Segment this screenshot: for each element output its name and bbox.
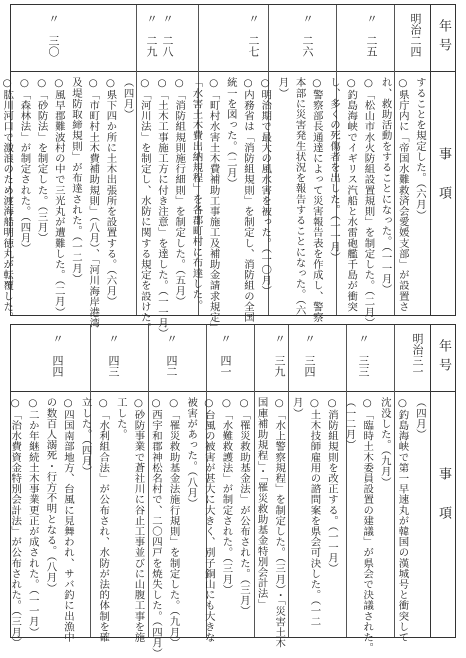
entry-line: ○「治水費資金特別会計法」が公布された。（三月） <box>9 397 22 648</box>
year-cell: 〃 四三 <box>107 333 120 377</box>
chronology-table-top <box>1 4 456 339</box>
entry-line: （四月） <box>414 397 426 440</box>
entry-line: ○「森林法」が制定された。（四月） <box>18 77 31 254</box>
year-cell: 〃 三四 <box>303 333 316 377</box>
entry-line: ○「町村水害土木費補助工事施工及補助金請求規定」 <box>207 77 220 333</box>
entry-line: 沈没した。（九月） <box>378 397 391 488</box>
entry-line: ○西宇和郡神松名村で、二〇四戸を焼失した。（四月） <box>150 397 162 658</box>
entry-line: することを規定した。（六月） <box>414 77 426 221</box>
entry-line: の数百人溺死・行方不明となる。（八月） <box>44 397 57 594</box>
entry-line: し、多くの死傷者を出した。（一一月） <box>328 77 340 263</box>
year-cell: 〃 四四 <box>51 333 64 377</box>
year-label: 年号 <box>436 339 451 377</box>
year-cell: 〃 三三 <box>357 333 370 377</box>
entry-line: ○肱川河口で激浪のため渡海船明徳丸が転覆した。 <box>1 77 14 323</box>
entry-line: ○「土木工事施工方に付き注意」を達した。（一一月） <box>156 77 168 339</box>
year-divider <box>148 325 149 637</box>
entry-line: 及堤防取締規則」が布達された。（一二月） <box>70 77 82 284</box>
entry-line: 工した。 <box>114 397 127 440</box>
entry-line: ○「水難救護法」が制定された。（三月） <box>220 397 233 595</box>
year-cell: 〃 三九 <box>273 333 286 377</box>
entry-line: ○「河川法」を制定し、水防に関する規定を設けた。 <box>138 77 151 333</box>
entry-line: ○風早郡難波村の中で三光丸が遭難した。（二月） <box>52 77 65 318</box>
entry-line: ○県下四か所に土木出張所を設置する。（六月） <box>104 77 117 307</box>
entry-line: （一二月） <box>343 397 356 450</box>
year-divider <box>394 5 395 315</box>
entry-line: ○「市町村土木費補助規則」（八月）、「河川海岸港湾 <box>87 77 100 328</box>
entry-line: ○釣島海峡で第一早速丸が韓国の漢城号と衝突して <box>396 397 409 643</box>
year-divider <box>288 325 289 637</box>
entry-line: ○台風の被害が甚大に大きく、別子銅山にも大きな <box>202 397 215 643</box>
header-column <box>430 325 455 637</box>
content-label: 事項 <box>436 467 451 545</box>
year-header-row <box>11 325 455 392</box>
year-cell: 明治二四 <box>409 13 422 57</box>
entry-line: ○警察部長通達によって災害報告表を作成し、警察 <box>310 77 323 323</box>
entry-line: ○「罹災救助基金法」が公布された。（三月） <box>238 397 250 616</box>
year-cell: 〃 四二 <box>165 333 178 377</box>
entry-line: れ、救助活動をすることになった。（一一月） <box>379 77 392 295</box>
entry-line: 国庫補助規程」・「罹災救助基金特別会計法」 <box>255 397 268 610</box>
header-column <box>430 5 455 315</box>
entry-line: ○消防組規則を改正する。（一一月） <box>326 397 338 574</box>
entry-line: 月） <box>276 77 289 99</box>
content-label: 事項 <box>436 147 451 225</box>
year-cell: 〃 二八 <box>161 13 174 57</box>
year-cell: 〃 四一 <box>219 333 232 377</box>
year-label: 年号 <box>436 19 451 57</box>
entry-line: 立した。（四月） <box>79 397 92 477</box>
entry-line: ○明治期で最大の風水害を被った。（一〇月） <box>259 77 272 296</box>
year-cell: 〃 二七 <box>247 13 260 57</box>
entry-line: ○「罹災救助基金法施行規則」を制定した。（九月） <box>167 397 180 648</box>
entry-line: ○四国南部地方、台風に見舞われ、サバ釣に出漁中 <box>62 397 74 643</box>
entry-line: ○「水上警察規程」を制定した。（三月）・「災害土木 <box>273 397 286 648</box>
year-divider <box>394 325 395 637</box>
entry-line: ○「水利組合法」が公布され、水防が法的体制を確 <box>97 397 110 643</box>
chronology-table-bottom <box>9 324 456 658</box>
entry-line: ○二か年継続土木事業更正が成された。（一一月） <box>26 397 39 638</box>
entry-line: 月） <box>290 397 303 419</box>
entry-line: ○土木技師雇用の諮問案を県会可決した。（一二 <box>308 397 321 627</box>
entry-line: ○内務省は「消防組規則」を制定し、消防組の全国 <box>242 77 254 323</box>
year-divider <box>136 5 137 315</box>
entry-line: ○県庁内に「帝国水難救済会愛媛支部」が設置さ <box>396 77 409 312</box>
entry-line: 統一を図った。（二月） <box>224 77 237 189</box>
year-cell: 〃 二五 <box>365 13 378 57</box>
year-cell: 〃 二九 <box>145 13 158 57</box>
entry-line: ○釣島海峡でイギリス汽船と水雷砲艦千島が衝突 <box>345 77 358 312</box>
entry-line: 被害があった。（八月） <box>185 397 198 509</box>
entry-line: 「水害土木費出納規程」を各郡町村に布達した。 <box>190 77 203 311</box>
entry-line: ○砂防事業で蒼社川に谷止工事並びに山腹工事を施 <box>132 397 145 643</box>
year-divider <box>254 325 255 637</box>
entry-line: 本部に災害発生状況を報告することになった。（六 <box>293 77 306 316</box>
year-cell: 明治三一 <box>411 333 424 377</box>
year-header-row <box>11 5 455 72</box>
year-cell: 〃 三〇 <box>47 13 60 57</box>
entry-line: ○「松山市水火防組設置規則」を制定した。（二月） <box>362 77 375 328</box>
entry-line: ○「砂防法」を制定した。（三月） <box>35 77 48 243</box>
year-cell: 〃 二六 <box>301 13 314 57</box>
entry-line: ○「臨時土木委員設置の建議」が県会で決議された。 <box>361 397 374 653</box>
entry-line: ○「消防組規則施行細則」を制定した。（五月） <box>173 77 186 307</box>
entry-line: （四月） <box>121 77 134 120</box>
